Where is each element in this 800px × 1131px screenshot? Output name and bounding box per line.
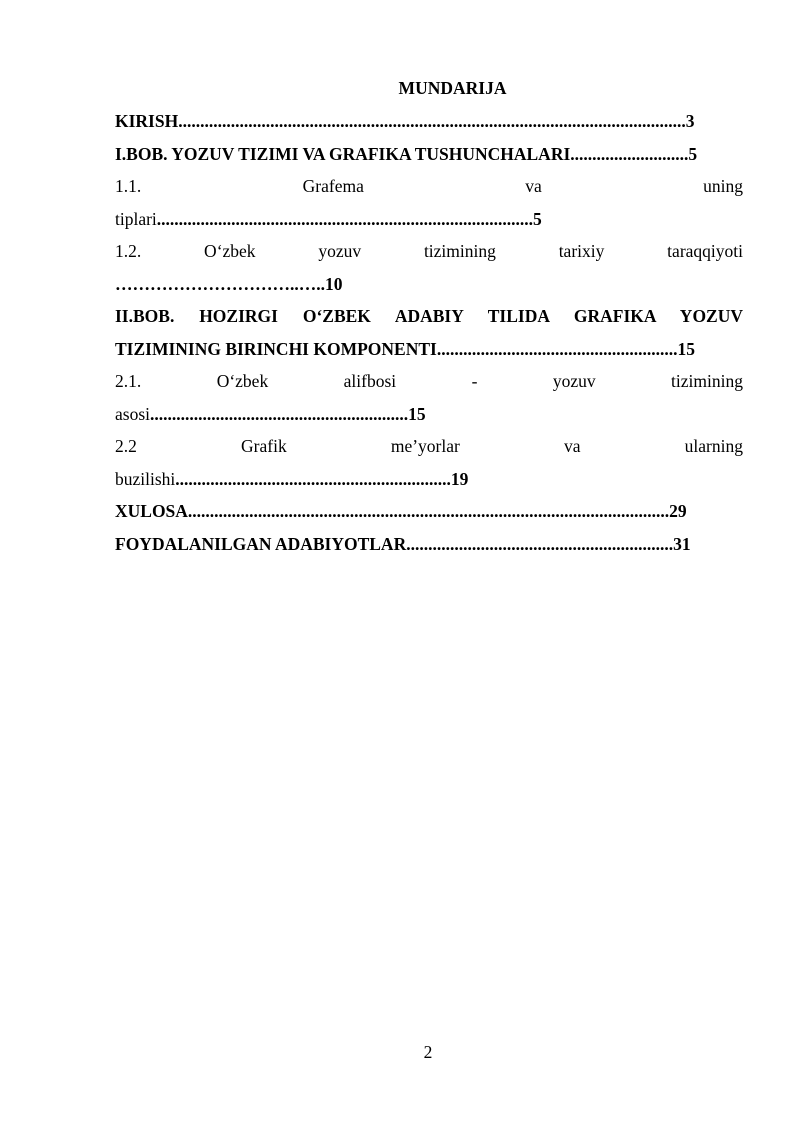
toc-entry-2-2-page — [115, 466, 743, 499]
toc-entry-xulosa: XULOSA..............................................................................................................29 — [115, 501, 687, 521]
toc-entry-1-2-title: 1.2. O‘zbek yozuv tizimining tarixiy taraqqiyoti — [115, 241, 743, 261]
page-title: MUNDARIJA — [398, 78, 507, 98]
toc-entry-2-1-title: 2.1. O‘zbek alifbosi - yozuv tizimining — [115, 371, 743, 391]
toc-entry-chapter-2-page: TIZIMINING BIRINCHI KOMPONENTI.......................................................15 — [115, 338, 695, 359]
toc-entry-2-1-text: asosi...........................................................15 — [115, 403, 426, 424]
toc-entry-adabiyotlar: FOYDALANILGAN ADABIYOTLAR.............................................................31 — [115, 533, 691, 554]
toc-entry-1-1-text: tiplari......................................................................................5 — [115, 208, 542, 229]
table-of-contents — [115, 108, 743, 563]
toc-entry-chapter-2-title: II.BOB. HOZIRGI O‘ZBEK ADABIY TILIDA GRAFIKA YOZUV — [115, 306, 743, 326]
page-number: 2 — [423, 1042, 433, 1062]
toc-entry-kirish: KIRISH....................................................................................................................3 — [115, 111, 695, 131]
toc-entry-1-1-title: 1.1. Grafema va uning — [115, 176, 743, 196]
toc-entry-2-2-text: buzilishi...............................................................19 — [115, 468, 469, 489]
toc-entry-2-2-title: 2.2 Grafik me’yorlar va ularning — [115, 436, 743, 456]
toc-entry-1-2-page: …………………………..…..10 — [115, 273, 343, 294]
toc-entry-2-1-page — [115, 401, 743, 434]
toc-entry-chapter-1: I.BOB. YOZUV TIZIMI VA GRAFIKA TUSHUNCHALARI...........................5 — [115, 143, 698, 164]
toc-entry-1-1-page — [115, 206, 743, 239]
